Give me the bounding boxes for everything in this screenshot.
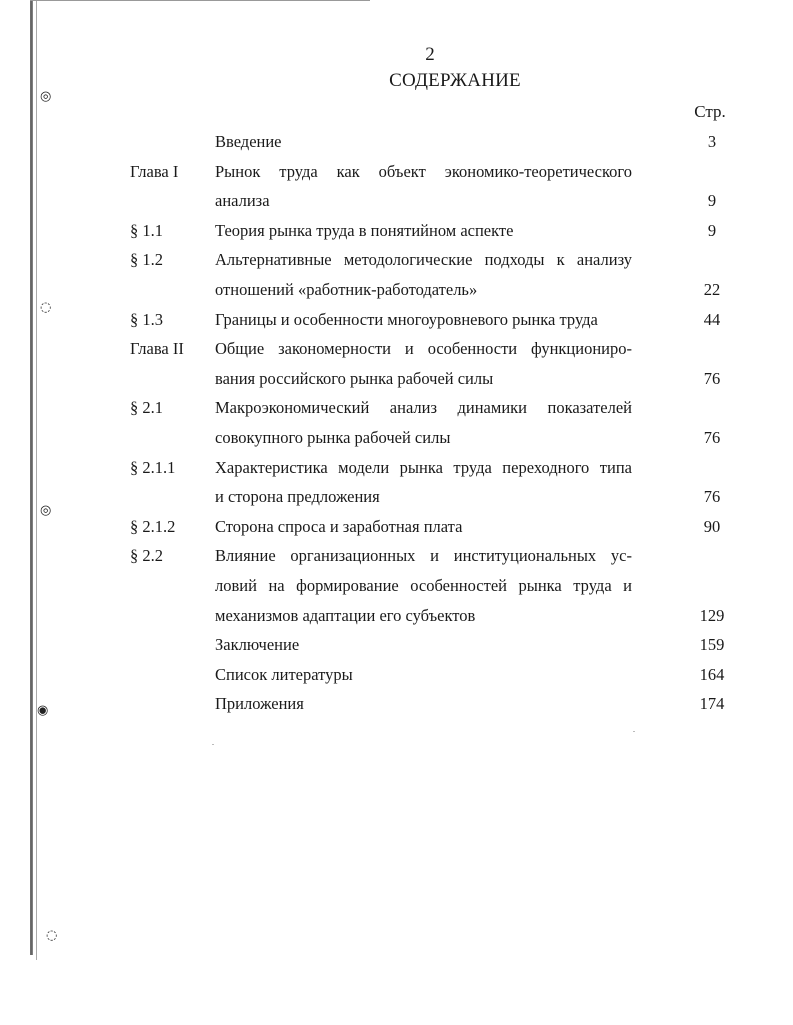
- toc-row-title: Теория рынка труда в понятийном аспекте: [215, 220, 514, 240]
- toc-row-title: вания российского рынка рабочей силы: [215, 368, 494, 388]
- toc-row-label: Глава I: [130, 161, 179, 181]
- toc-row: [0, 635, 793, 665]
- toc-row: [0, 339, 793, 369]
- toc-row-title: Альтернативные методологические подходы к анализу: [215, 250, 632, 270]
- toc-row-page: 76: [703, 428, 721, 447]
- toc-row-title: отношений «работник-работодатель»: [215, 280, 478, 299]
- punch-hole-mark: ◌: [46, 928, 58, 943]
- punch-hole-mark: ◉: [37, 703, 49, 718]
- toc-row-title: Характеристика модели рынка труда переходного типа: [215, 457, 632, 477]
- punch-hole-mark: ◌: [40, 300, 52, 315]
- toc-row-page: 44: [703, 309, 721, 329]
- toc-row-label: § 2.2: [130, 546, 163, 566]
- toc-row: [0, 576, 793, 606]
- toc-row-page: 76: [703, 487, 721, 507]
- toc-row: [0, 517, 793, 547]
- toc-row-label: § 2.1.1: [130, 457, 176, 477]
- toc-row-label: Глава II: [130, 339, 184, 359]
- pages-column-header: Стр.: [694, 102, 726, 121]
- toc-row: [0, 280, 793, 310]
- toc-row-title: Заключение: [215, 635, 300, 655]
- toc-row: [0, 546, 793, 576]
- punch-hole-mark: ◎: [40, 503, 52, 518]
- toc-row: [0, 665, 793, 695]
- toc-row-title: Приложения: [215, 694, 304, 714]
- toc-row: [0, 458, 793, 488]
- page-title: СОДЕРЖАНИЕ: [389, 70, 521, 91]
- toc-row-page: 76: [703, 368, 721, 388]
- toc-row-title: Сторона спроса и заработная плата: [215, 516, 463, 536]
- toc-row-title: анализа: [215, 191, 270, 211]
- toc-row: [0, 132, 793, 162]
- toc-row-title: ловий на формирование особенностей рынка труда и: [215, 576, 632, 595]
- toc-row: [0, 487, 793, 517]
- toc-row-page: 164: [699, 664, 725, 684]
- toc-row: [0, 191, 793, 221]
- toc-row: [0, 162, 793, 192]
- toc-row-page: 9: [707, 220, 717, 240]
- toc-row-title: механизмов адаптации его субъектов: [215, 605, 476, 625]
- toc-row-title: Макроэкономический анализ динамики показателей: [215, 398, 632, 418]
- toc-row-page: 159: [699, 635, 725, 655]
- toc-row: [0, 694, 793, 724]
- page-number: 2: [425, 44, 435, 65]
- toc-row-title: совокупного рынка рабочей силы: [215, 428, 451, 447]
- toc-row: [0, 428, 793, 458]
- toc-row-title: и сторона предложения: [215, 487, 380, 507]
- toc-row-label: § 1.2: [130, 250, 163, 270]
- toc-row-page: 129: [699, 605, 725, 625]
- toc-row-title: Влияние организационных и институциональных ус-: [215, 546, 632, 566]
- toc-row-title: Рынок труда как объект экономико-теоретического: [215, 161, 632, 181]
- punch-hole-mark: ◎: [40, 89, 52, 104]
- toc-row-page: 174: [699, 694, 725, 714]
- toc-row-label: § 2.1: [130, 398, 163, 418]
- toc-row-page: 90: [703, 516, 721, 536]
- toc-row-title: Введение: [215, 132, 282, 151]
- toc-row-label: § 2.1.2: [130, 516, 176, 536]
- toc-row-page: 22: [703, 280, 721, 299]
- toc-row: [0, 250, 793, 280]
- toc-row-page: 9: [707, 191, 717, 211]
- toc-row: [0, 606, 793, 636]
- toc-row-title: Границы и особенности многоуровневого рынка труда: [215, 309, 598, 329]
- toc-row-title: Общие закономерности и особенности функциониро-: [215, 339, 632, 359]
- toc-row: [0, 369, 793, 399]
- toc-row-label: § 1.3: [130, 309, 163, 329]
- scan-speck: [633, 731, 635, 732]
- toc-row-page: 3: [707, 132, 717, 151]
- toc-row-title: Список литературы: [215, 664, 353, 684]
- scan-speck: [212, 744, 214, 745]
- toc-row-label: § 1.1: [130, 220, 163, 240]
- scan-top-edge: [30, 0, 370, 1]
- toc-row: [0, 310, 793, 340]
- toc-row: [0, 221, 793, 251]
- toc-row: [0, 398, 793, 428]
